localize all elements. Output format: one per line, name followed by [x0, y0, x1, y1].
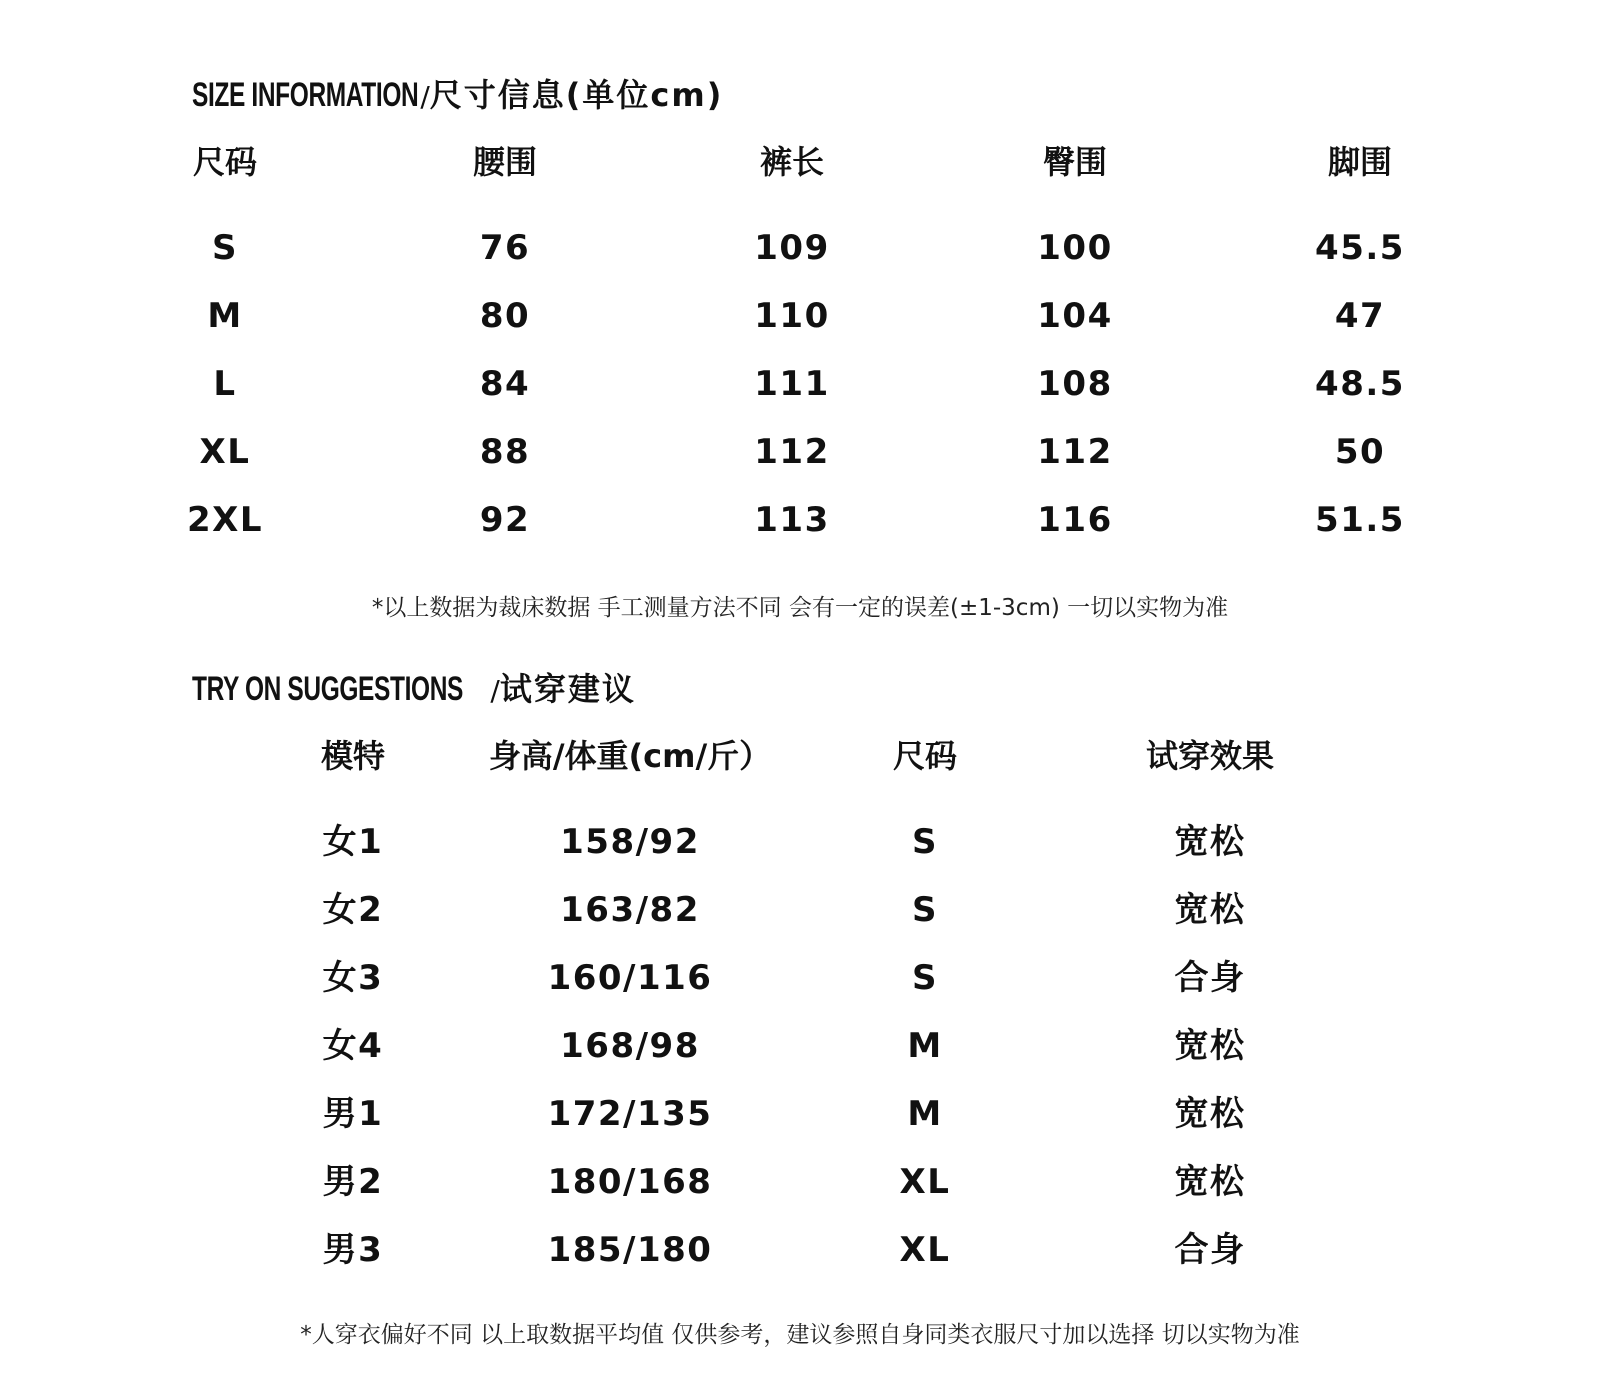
size-info-title	[192, 70, 723, 116]
table-cell: 男2	[322, 1162, 384, 1202]
table-cell: 185/180	[547, 1230, 713, 1270]
try-on-table	[0, 722, 1600, 1284]
table-cell: 116	[1037, 500, 1113, 540]
table-row	[0, 1012, 1600, 1080]
table-cell: S	[912, 958, 938, 998]
table-cell: 50	[1334, 432, 1386, 472]
table-cell: 111	[754, 364, 830, 404]
table-cell: 112	[1037, 432, 1113, 472]
size-col-header: 尺码	[892, 737, 957, 775]
table-cell: 109	[754, 228, 830, 268]
hip-col-header: 臀围	[1042, 143, 1107, 181]
table-cell: 180/168	[547, 1162, 713, 1202]
table-cell: 女4	[322, 1026, 384, 1066]
try-on-title-en: TRY ON SUGGESTIONS	[192, 670, 464, 708]
try-on-title-zh: 试穿建议	[499, 670, 636, 708]
table-cell: M	[207, 296, 243, 336]
table-cell: 163/82	[560, 890, 700, 930]
table-cell: 100	[1037, 228, 1113, 268]
table-cell: 男3	[322, 1230, 384, 1270]
table-cell: 宽松	[1174, 1094, 1246, 1134]
table-cell: XL	[899, 1162, 951, 1202]
size-table	[0, 128, 1600, 554]
size-info-title-zh: 尺寸信息(单位cm)	[429, 76, 724, 114]
table-cell: 88	[479, 432, 531, 472]
table-row	[0, 350, 1600, 418]
table-cell: 92	[479, 500, 531, 540]
model-col-header: 模特	[320, 737, 385, 775]
table-row	[0, 944, 1600, 1012]
table-cell: 宽松	[1174, 1162, 1246, 1202]
size-table-header	[0, 128, 1600, 196]
table-cell: XL	[199, 432, 251, 472]
size-info-note: *以上数据为裁床数据 手工测量方法不同 会有一定的误差(±1-3cm) 一切以实物为准	[371, 595, 1229, 621]
table-row	[0, 282, 1600, 350]
size-table-body	[0, 214, 1600, 554]
table-cell: 2XL	[186, 500, 264, 540]
height-weight-col-header: 身高/体重(cm/斤）	[488, 737, 772, 775]
table-cell: 女2	[322, 890, 384, 930]
size-info-title-separator: /	[420, 80, 430, 113]
table-cell: 48.5	[1315, 364, 1405, 404]
table-cell: 112	[754, 432, 830, 472]
try-on-title-separator: /	[490, 674, 500, 707]
table-cell: 宽松	[1174, 890, 1246, 930]
table-row	[0, 876, 1600, 944]
table-row	[0, 808, 1600, 876]
hem-col-header: 脚围	[1327, 143, 1392, 181]
try-on-title	[192, 664, 636, 710]
table-cell: 47	[1334, 296, 1386, 336]
table-cell: 男1	[322, 1094, 384, 1134]
table-cell: 宽松	[1174, 1026, 1246, 1066]
table-cell: M	[907, 1026, 943, 1066]
table-cell: 84	[479, 364, 531, 404]
table-row	[0, 418, 1600, 486]
table-cell: XL	[899, 1230, 951, 1270]
try-on-table-body	[0, 808, 1600, 1284]
table-cell: 158/92	[560, 822, 700, 862]
table-cell: 45.5	[1315, 228, 1405, 268]
table-cell: 51.5	[1315, 500, 1405, 540]
size-col-header: 尺码	[192, 143, 257, 181]
fit-col-header: 试穿效果	[1145, 737, 1274, 775]
table-cell: 女3	[322, 958, 384, 998]
table-row	[0, 486, 1600, 554]
table-cell: S	[912, 890, 938, 930]
size-info-title-en: SIZE INFORMATION	[192, 76, 419, 114]
table-cell: 160/116	[547, 958, 713, 998]
table-row	[0, 1216, 1600, 1284]
table-cell: 80	[479, 296, 531, 336]
try-on-note: *人穿衣偏好不同 以上取数据平均值 仅供参考，建议参照自身同类衣服尺寸加以选择 切以实物为准	[300, 1322, 1300, 1348]
table-cell: 104	[1037, 296, 1113, 336]
waist-col-header: 腰围	[472, 143, 537, 181]
table-cell: 宽松	[1174, 822, 1246, 862]
table-row	[0, 1080, 1600, 1148]
try-on-table-header	[0, 722, 1600, 790]
table-cell: L	[213, 364, 237, 404]
table-cell: 110	[754, 296, 830, 336]
table-cell: 合身	[1174, 958, 1246, 998]
table-cell: 女1	[322, 822, 384, 862]
table-cell: 76	[479, 228, 531, 268]
table-row	[0, 1148, 1600, 1216]
table-cell: 113	[754, 500, 830, 540]
table-row	[0, 214, 1600, 282]
table-cell: 合身	[1174, 1230, 1246, 1270]
table-cell: M	[907, 1094, 943, 1134]
table-cell: 168/98	[560, 1026, 700, 1066]
table-cell: S	[912, 822, 938, 862]
table-cell: 172/135	[547, 1094, 713, 1134]
table-cell: 108	[1037, 364, 1113, 404]
length-col-header: 裤长	[759, 143, 824, 181]
table-cell: S	[212, 228, 238, 268]
